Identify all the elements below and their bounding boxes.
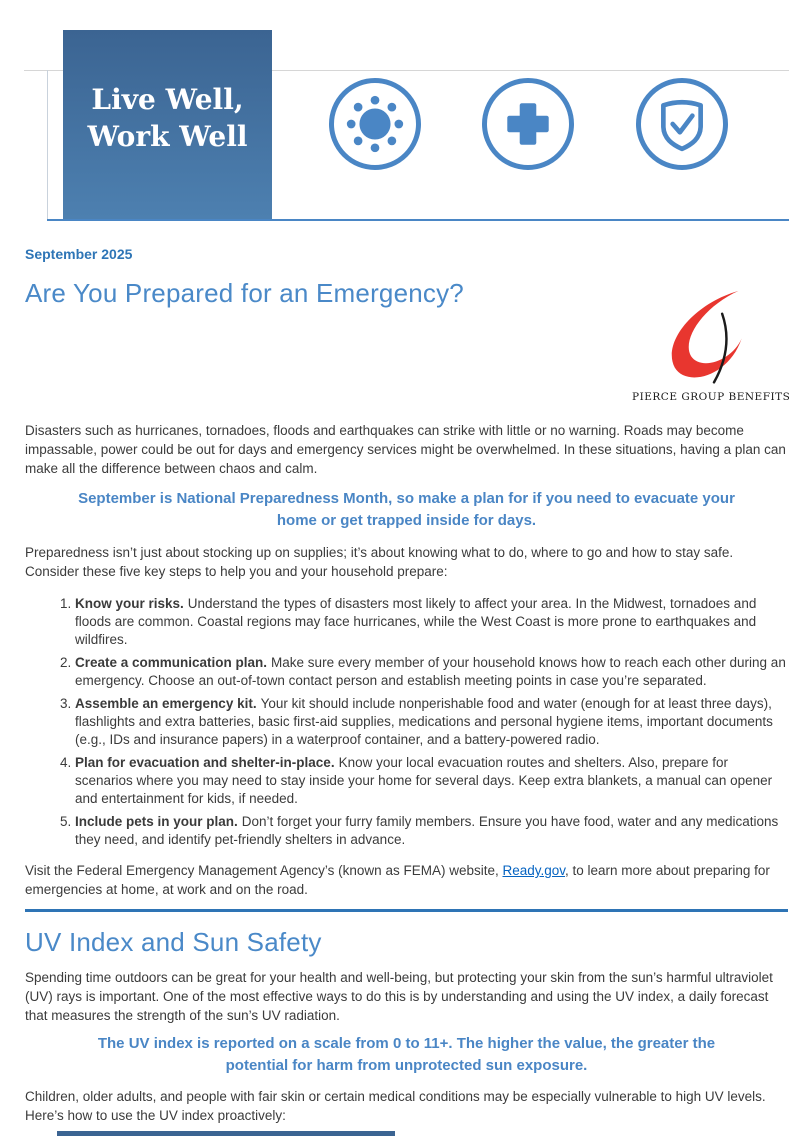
medical-cross-icon — [482, 78, 574, 170]
masthead-left-rule — [47, 70, 48, 221]
article1-title: Are You Prepared for an Emergency? — [25, 278, 464, 308]
step-text: Understand the types of disasters most likely to affect your area. In the Midwest, tornadoes and floods are common. Coastal regions may face hurricanes, while the West Coast is more prone to earthquakes and wildfires. — [75, 596, 757, 647]
step-lead: Create a communication plan. — [75, 655, 268, 670]
step-lead: Know your risks. — [75, 596, 184, 611]
logo-mark — [639, 286, 771, 384]
step-item-1 — [75, 595, 788, 649]
fema-paragraph — [25, 861, 788, 899]
brand-line2: Work Well — [87, 119, 248, 153]
article2-closing: Children, older adults, and people with fair skin or certain medical conditions may be especially vulnerable to high UV levels. Here’s how to use the UV index proactively: — [25, 1089, 766, 1123]
step-lead: Plan for evacuation and shelter-in-place. — [75, 755, 335, 770]
fema-text-after: , to learn more about preparing for emergencies at home, at work and on the road. — [25, 863, 770, 897]
preparedness-steps-list — [25, 595, 788, 849]
step-item-3 — [75, 695, 788, 749]
issue-date: September 2025 — [25, 246, 133, 262]
brand-title — [88, 81, 248, 155]
article1-callout: September is National Preparedness Month, so make a plan for if you need to evacuate your home or get trapped inside for days. — [78, 490, 735, 529]
fema-text-before: Visit the Federal Emergency Management Agency’s (known as FEMA) website, — [25, 863, 503, 878]
step-item-4 — [75, 754, 788, 808]
article2-intro: Spending time outdoors can be great for your health and well-being, but protecting your skin from the sun’s harmful ultraviolet (UV) rays is important. One of the most effective ways to do this is by understanding and using the UV index, a daily forecast that measures the strength of the sun’s UV radiation. — [25, 970, 773, 1023]
article2-title: UV Index and Sun Safety — [25, 927, 322, 957]
brand-line1: Live Well, — [91, 82, 244, 116]
step-item-5 — [75, 813, 788, 849]
ready-gov-link[interactable]: Ready.gov — [502, 863, 566, 878]
step-item-2 — [75, 654, 788, 690]
step-text: Your kit should include nonperishable food and water (enough for at least three days), flashlights and extra batteries, basic first-aid supplies, medications and personal hygiene items, important documents (e.g., IDs and insurance papers) in a waterproof container, and a battery-powered radio. — [75, 696, 773, 747]
article1-intro: Disasters such as hurricanes, tornadoes, floods and earthquakes can strike with little or no warning. Roads may become impassable, power could be out for days and emergency services might be overwhelmed. In these situations, having a plan can make all the difference between chaos and calm. — [25, 423, 786, 476]
masthead-bottom-rule — [47, 219, 789, 221]
logo-caption: PIERCE GROUP BENEFITS — [632, 391, 791, 403]
step-lead: Include pets in your plan. — [75, 814, 238, 829]
masthead — [0, 0, 812, 222]
step-text: Make sure every member of your household knows how to reach each other during an emergency. Choose an out-of-town contact person and establish meeting points in case you’re separated. — [75, 655, 786, 688]
section-divider — [25, 909, 788, 912]
step-text: Know your local evacuation routes and shelters. Also, prepare for scenarios where you may need to stay inside your home for several days. Keep extra blankets, a manual can opener and entertainment for kids, if needed. — [75, 755, 773, 806]
brand-box — [63, 30, 272, 219]
next-page-edge — [57, 1131, 395, 1136]
shield-check-icon — [636, 78, 728, 170]
article2-callout: The UV index is reported on a scale from 0 to 11+. The higher the value, the greater the potential for harm from unprotected sun exposure. — [97, 1035, 716, 1074]
wellness-sun-icon — [329, 78, 421, 170]
step-lead: Assemble an emergency kit. — [75, 696, 257, 711]
step-text: Don’t forget your furry family members. Ensure you have food, water and any medications they need, and identify pet-friendly shelters in advance. — [75, 814, 779, 847]
article1-steps-intro: Preparedness isn’t just about stocking up on supplies; it’s about knowing what to do, where to go and how to stay safe. Consider these five key steps to help you and your household prepare: — [25, 545, 734, 579]
pierce-group-benefits-logo — [632, 286, 791, 403]
